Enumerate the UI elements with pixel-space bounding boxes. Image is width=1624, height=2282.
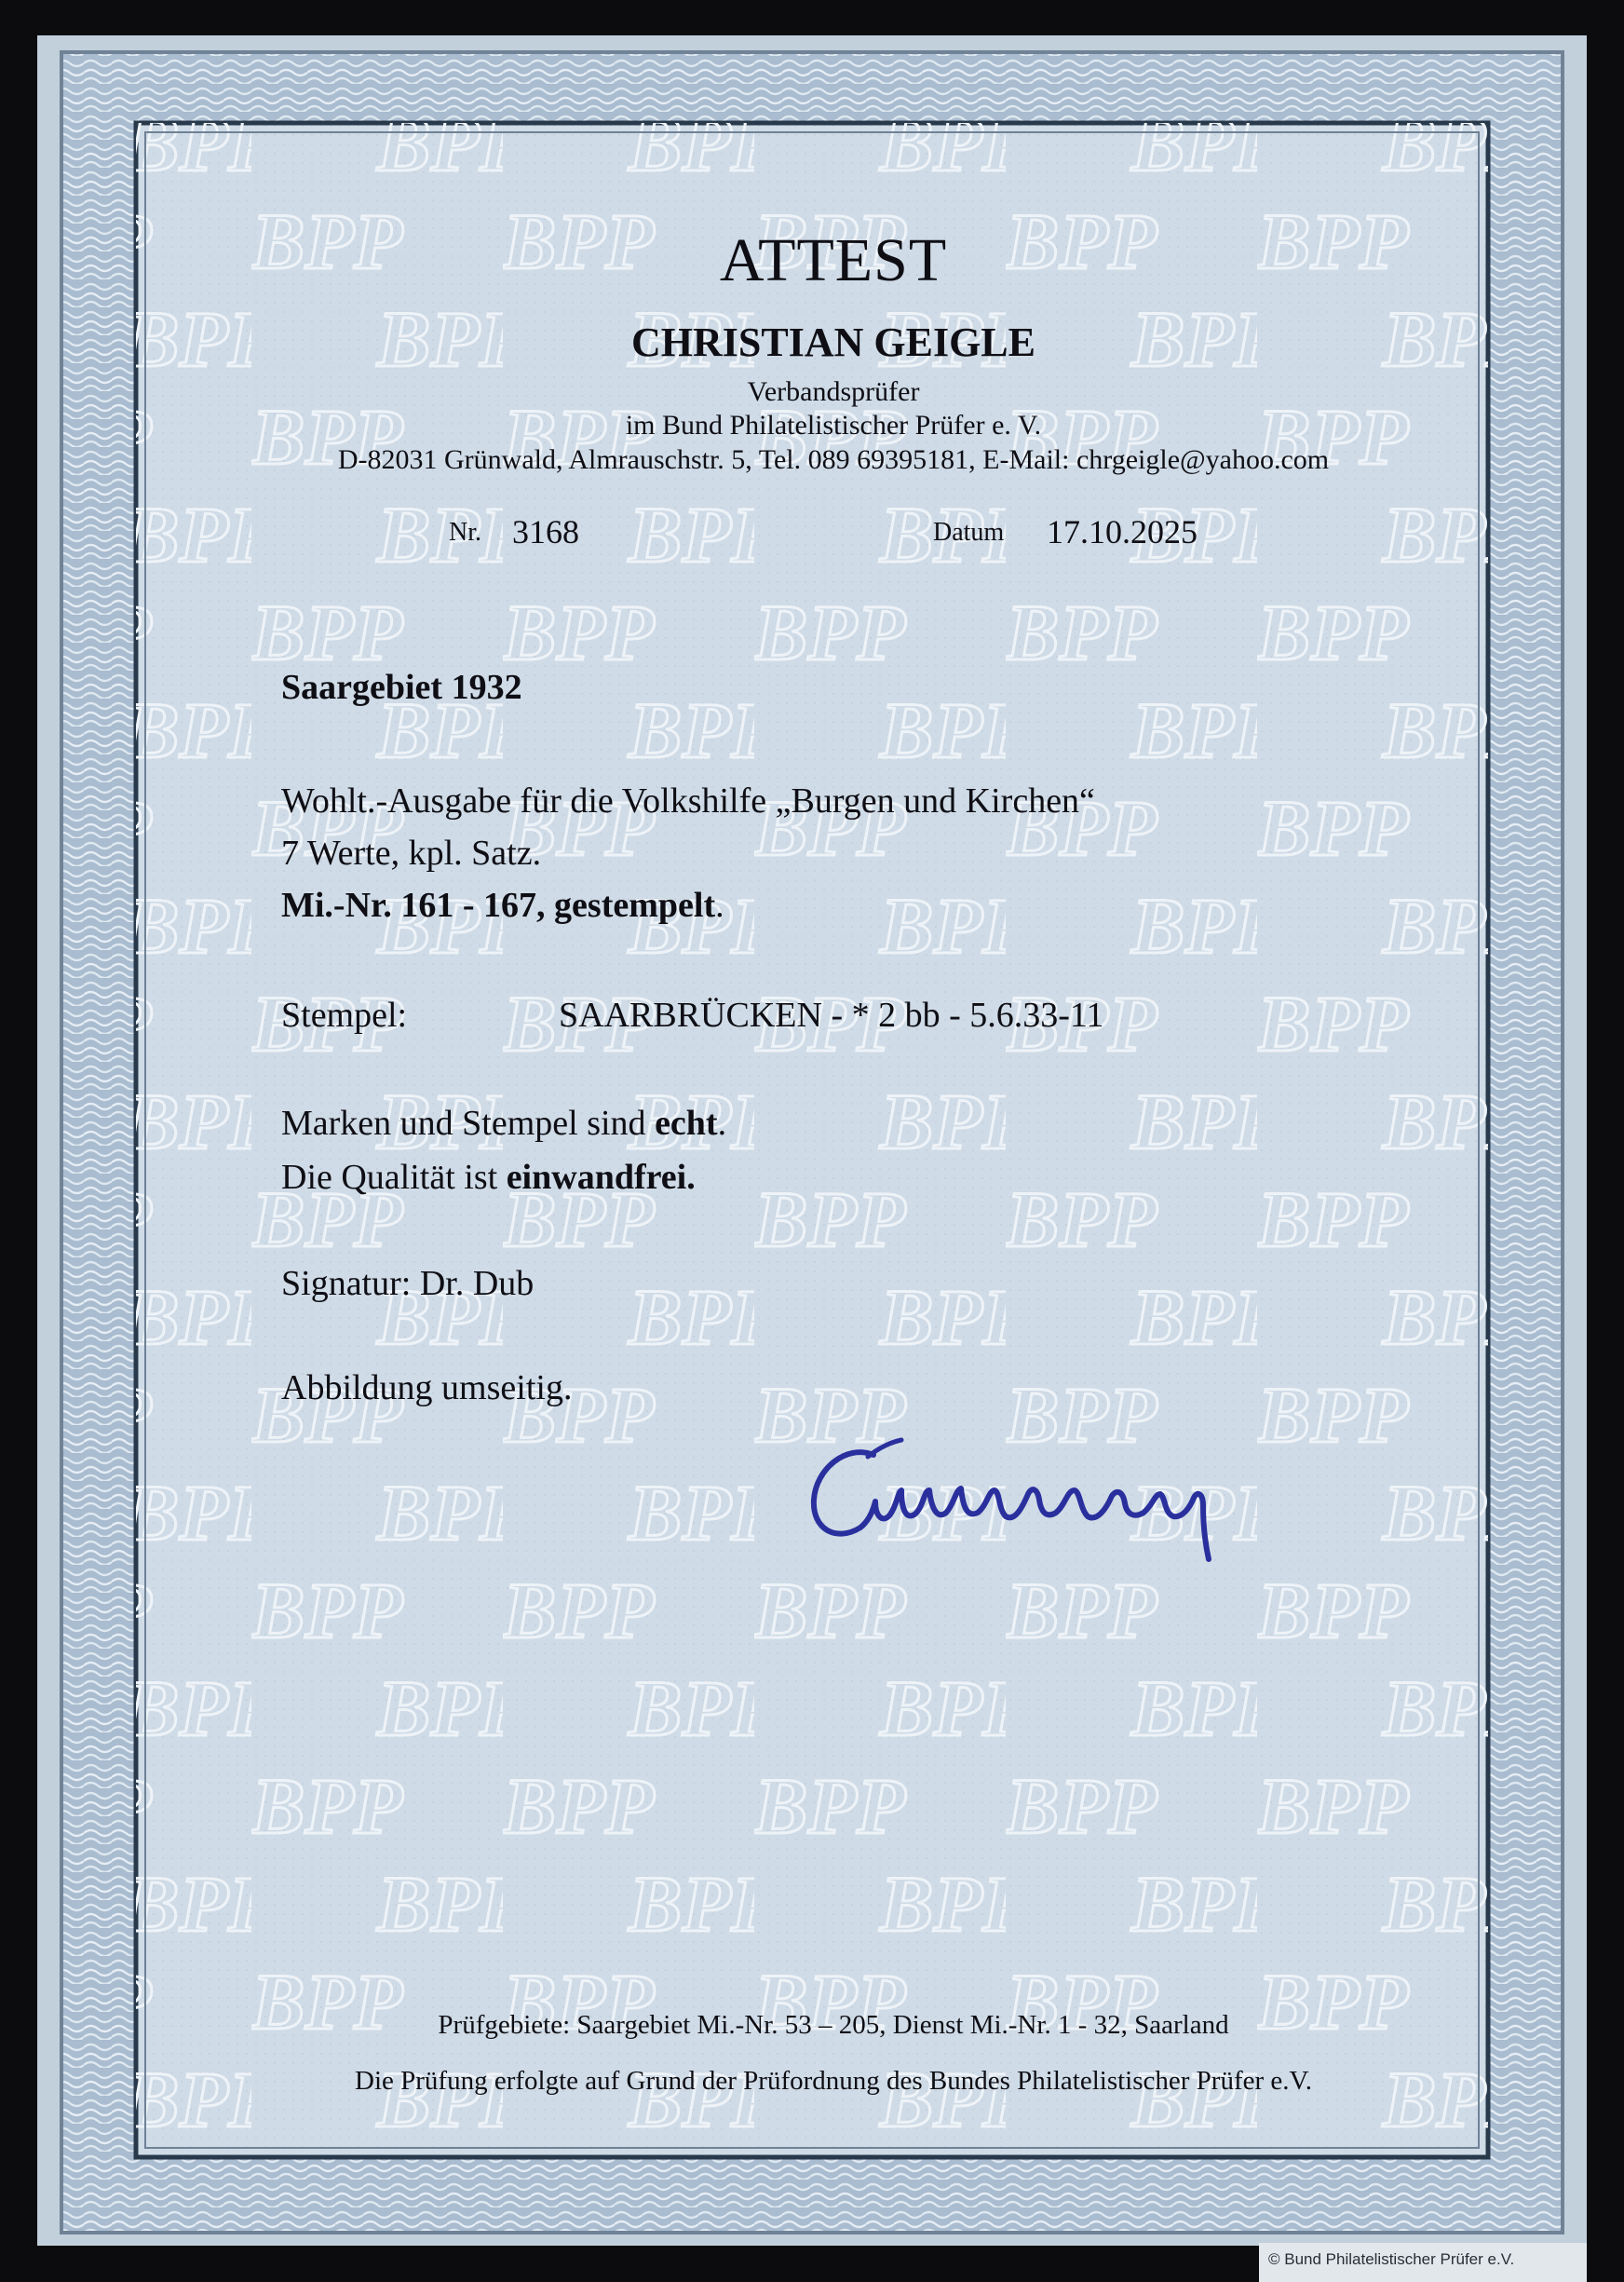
stamp-issue-heading: Saargebiet 1932 — [281, 668, 522, 707]
date-label: Datum — [933, 518, 1005, 547]
copyright-notice: © Bund Philatelistischer Prüfer e.V. — [1268, 2250, 1515, 2268]
signature-note: Signatur: Dr. Dub — [281, 1264, 535, 1303]
certificate-number-label: Nr. — [449, 518, 481, 547]
examiner-association: im Bund Philatelistischer Prüfer e. V. — [625, 410, 1042, 441]
postmark-value: SAARBRÜCKEN - * 2 bb - 5.6.33-11 — [559, 996, 1104, 1035]
examination-regulation: Die Prüfung erfolgte auf Grund der Prüfordnung des Bundes Philatelistischer Prüfer e.V. — [355, 2066, 1312, 2096]
examiner-name: CHRISTIAN GEIGLE — [630, 319, 1035, 365]
attest-title: ATTEST — [719, 226, 948, 294]
genuineness-prefix: Marken und Stempel sind — [281, 1104, 656, 1143]
certificate-date: 17.10.2025 — [1047, 513, 1198, 550]
catalog-numbers-text: Mi.-Nr. 161 - 167, gestempelt — [281, 886, 716, 925]
certificate-number: 3168 — [512, 513, 579, 550]
handwritten-signature — [808, 1397, 1274, 1583]
examiner-address: D-82031 Grünwald, Almrauschstr. 5, Tel. 089 69395181, E-Mail: chrgeigle@yahoo.com — [337, 444, 1330, 475]
examiner-role: Verbandsprüfer — [747, 376, 920, 407]
genuineness-statement — [281, 1103, 726, 1144]
postmark-label: Stempel: — [281, 996, 408, 1035]
genuineness-suffix: . — [717, 1104, 727, 1143]
quality-statement — [281, 1157, 696, 1198]
quality-verdict: einwandfrei. — [506, 1158, 696, 1197]
examination-areas: Prüfgebiete: Saargebiet Mi.-Nr. 53 – 205, Dienst Mi.-Nr. 1 - 32, Saarland — [438, 2010, 1229, 2040]
issue-description: Wohlt.-Ausgabe für die Volkshilfe „Burgen und Kirchen“ — [281, 781, 1095, 821]
genuineness-verdict: echt — [655, 1104, 718, 1143]
set-description: 7 Werte, kpl. Satz. — [281, 834, 542, 873]
catalog-numbers-period: . — [715, 886, 724, 925]
quality-prefix: Die Qualität ist — [281, 1158, 507, 1197]
illustration-note: Abbildung umseitig. — [281, 1368, 573, 1407]
catalog-numbers — [281, 885, 724, 926]
